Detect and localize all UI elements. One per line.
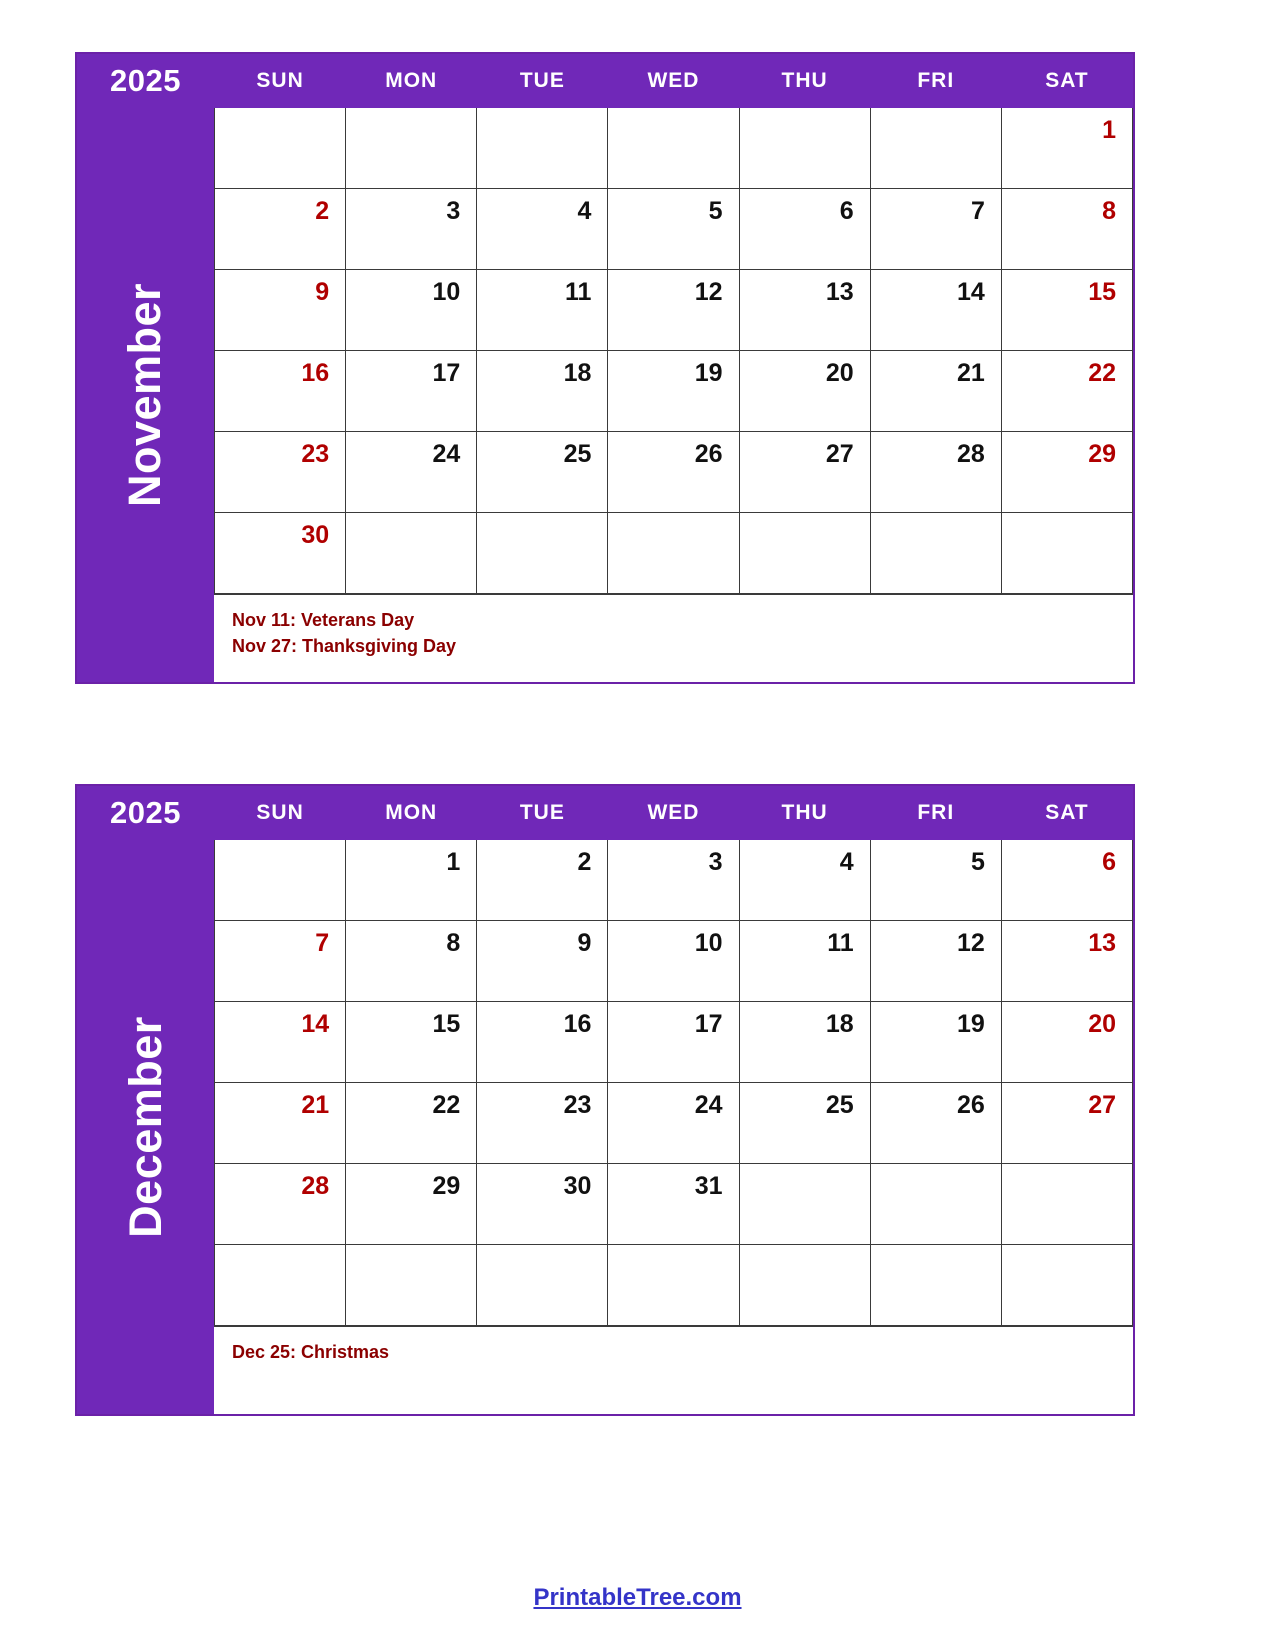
day-cell[interactable]: 18 (739, 1002, 870, 1083)
footer-site-link[interactable]: PrintableTree.com (533, 1584, 742, 1611)
day-cell[interactable]: 13 (1001, 921, 1132, 1002)
day-cell[interactable] (346, 513, 477, 594)
day-cell[interactable]: 29 (1001, 432, 1132, 513)
calendar-week-row (215, 270, 1133, 351)
holiday-notes-november (214, 594, 1133, 682)
day-cell[interactable]: 2 (215, 189, 346, 270)
day-cell[interactable] (870, 1245, 1001, 1326)
day-cell[interactable] (608, 1245, 739, 1326)
weekday-header-fri: FRI (870, 787, 1001, 840)
day-cell[interactable]: 22 (346, 1083, 477, 1164)
day-cell[interactable]: 26 (608, 432, 739, 513)
day-cell[interactable]: 10 (608, 921, 739, 1002)
weekday-header-fri: FRI (870, 55, 1001, 108)
day-cell[interactable]: 26 (870, 1083, 1001, 1164)
day-cell[interactable]: 4 (739, 840, 870, 921)
calendar-week-row (215, 921, 1133, 1002)
day-cell[interactable]: 19 (870, 1002, 1001, 1083)
month-name-text: December (119, 1015, 171, 1238)
day-cell[interactable]: 6 (739, 189, 870, 270)
calendar-week-row (215, 1002, 1133, 1083)
calendar-week-row (215, 840, 1133, 921)
day-cell[interactable]: 27 (1001, 1083, 1132, 1164)
holiday-note: Nov 11: Veterans Day (232, 610, 415, 630)
weekday-header-wed: WED (608, 787, 739, 840)
day-cell[interactable]: 18 (477, 351, 608, 432)
day-cell[interactable]: 28 (215, 1164, 346, 1245)
day-cell[interactable]: 1 (346, 840, 477, 921)
day-cell[interactable]: 11 (477, 270, 608, 351)
day-cell[interactable] (870, 513, 1001, 594)
month-block-november (75, 52, 1135, 684)
month-rail-november (77, 54, 214, 682)
weekday-header-thu: THU (739, 787, 870, 840)
day-cell[interactable] (608, 513, 739, 594)
day-cell[interactable] (215, 1245, 346, 1326)
day-cell[interactable]: 28 (870, 432, 1001, 513)
month-block-december (75, 784, 1135, 1416)
day-cell[interactable]: 12 (608, 270, 739, 351)
day-cell[interactable]: 19 (608, 351, 739, 432)
calendar-week-row (215, 432, 1133, 513)
day-cell[interactable]: 25 (739, 1083, 870, 1164)
day-cell[interactable]: 6 (1001, 840, 1132, 921)
day-cell[interactable] (739, 108, 870, 189)
month-name-december (77, 839, 214, 1414)
calendar-week-row (215, 351, 1133, 432)
day-cell[interactable]: 21 (870, 351, 1001, 432)
holiday-notes-december (214, 1326, 1133, 1414)
day-cell[interactable]: 9 (477, 921, 608, 1002)
day-cell[interactable] (739, 1245, 870, 1326)
calendar-week-row (215, 108, 1133, 189)
day-cell[interactable]: 30 (215, 513, 346, 594)
day-cell[interactable]: 3 (608, 840, 739, 921)
day-cell[interactable]: 23 (477, 1083, 608, 1164)
day-cell[interactable]: 2 (477, 840, 608, 921)
weekday-header-thu: THU (739, 55, 870, 108)
day-cell[interactable]: 1 (1001, 108, 1132, 189)
day-cell[interactable]: 17 (608, 1002, 739, 1083)
year-label-december: 2025 (110, 794, 181, 830)
day-cell[interactable]: 16 (215, 351, 346, 432)
day-cell[interactable]: 7 (870, 189, 1001, 270)
day-cell[interactable]: 14 (870, 270, 1001, 351)
day-cell[interactable]: 21 (215, 1083, 346, 1164)
day-cell[interactable] (215, 108, 346, 189)
day-cell[interactable]: 4 (477, 189, 608, 270)
day-cell[interactable] (1001, 513, 1132, 594)
weekday-header-tue: TUE (477, 787, 608, 840)
day-cell[interactable]: 16 (477, 1002, 608, 1083)
day-cell[interactable]: 5 (870, 840, 1001, 921)
day-cell[interactable]: 5 (608, 189, 739, 270)
day-cell[interactable]: 31 (608, 1164, 739, 1245)
day-cell[interactable]: 9 (215, 270, 346, 351)
weekday-header-sun: SUN (215, 55, 346, 108)
day-cell[interactable] (477, 513, 608, 594)
calendar-week-row (215, 1245, 1133, 1326)
weekday-header-tue: TUE (477, 55, 608, 108)
day-cell[interactable] (477, 1245, 608, 1326)
calendar-table-november (214, 54, 1133, 594)
day-cell[interactable]: 30 (477, 1164, 608, 1245)
day-cell[interactable] (608, 108, 739, 189)
day-cell[interactable]: 14 (215, 1002, 346, 1083)
day-cell[interactable]: 20 (739, 351, 870, 432)
month-name-text: November (119, 282, 171, 507)
footer (0, 1584, 1275, 1612)
day-cell[interactable] (1001, 1164, 1132, 1245)
day-cell[interactable]: 17 (346, 351, 477, 432)
day-cell[interactable]: 24 (608, 1083, 739, 1164)
weekday-header-mon: MON (346, 787, 477, 840)
day-cell[interactable]: 20 (1001, 1002, 1132, 1083)
day-cell[interactable]: 11 (739, 921, 870, 1002)
calendar-table-december (214, 786, 1133, 1326)
holiday-note: Nov 27: Thanksgiving Day (232, 636, 457, 657)
day-cell[interactable]: 12 (870, 921, 1001, 1002)
calendar-grid-december (214, 786, 1133, 1414)
day-cell[interactable] (739, 1164, 870, 1245)
weekday-header-sat: SAT (1001, 787, 1132, 840)
weekday-header-row (215, 787, 1133, 840)
day-cell[interactable]: 29 (346, 1164, 477, 1245)
month-name-november (77, 107, 214, 682)
day-cell[interactable] (477, 108, 608, 189)
calendar-week-row (215, 513, 1133, 594)
day-cell[interactable] (870, 108, 1001, 189)
calendar-week-row (215, 189, 1133, 270)
day-cell[interactable]: 10 (346, 270, 477, 351)
day-cell[interactable]: 13 (739, 270, 870, 351)
day-cell[interactable]: 8 (346, 921, 477, 1002)
weekday-header-row (215, 55, 1133, 108)
year-label-november: 2025 (110, 62, 181, 98)
month-rail-december (77, 786, 214, 1414)
calendar-week-row (215, 1083, 1133, 1164)
calendar-grid-november (214, 54, 1133, 682)
weekday-header-wed: WED (608, 55, 739, 108)
day-cell[interactable] (346, 1245, 477, 1326)
calendar-week-row (215, 1164, 1133, 1245)
day-cell[interactable]: 7 (215, 921, 346, 1002)
day-cell[interactable] (739, 513, 870, 594)
day-cell[interactable]: 27 (739, 432, 870, 513)
day-cell[interactable]: 15 (1001, 270, 1132, 351)
weekday-header-mon: MON (346, 55, 477, 108)
weekday-header-sat: SAT (1001, 55, 1132, 108)
weekday-header-sun: SUN (215, 787, 346, 840)
day-cell[interactable] (870, 1164, 1001, 1245)
day-cell[interactable] (1001, 1245, 1132, 1326)
day-cell[interactable] (346, 108, 477, 189)
day-cell[interactable] (215, 840, 346, 921)
day-cell[interactable]: 15 (346, 1002, 477, 1083)
day-cell[interactable]: 24 (346, 432, 477, 513)
day-cell[interactable]: 23 (215, 432, 346, 513)
day-cell[interactable]: 8 (1001, 189, 1132, 270)
holiday-note: Dec 25: Christmas (232, 1342, 390, 1362)
day-cell[interactable]: 3 (346, 189, 477, 270)
day-cell[interactable]: 25 (477, 432, 608, 513)
day-cell[interactable]: 22 (1001, 351, 1132, 432)
